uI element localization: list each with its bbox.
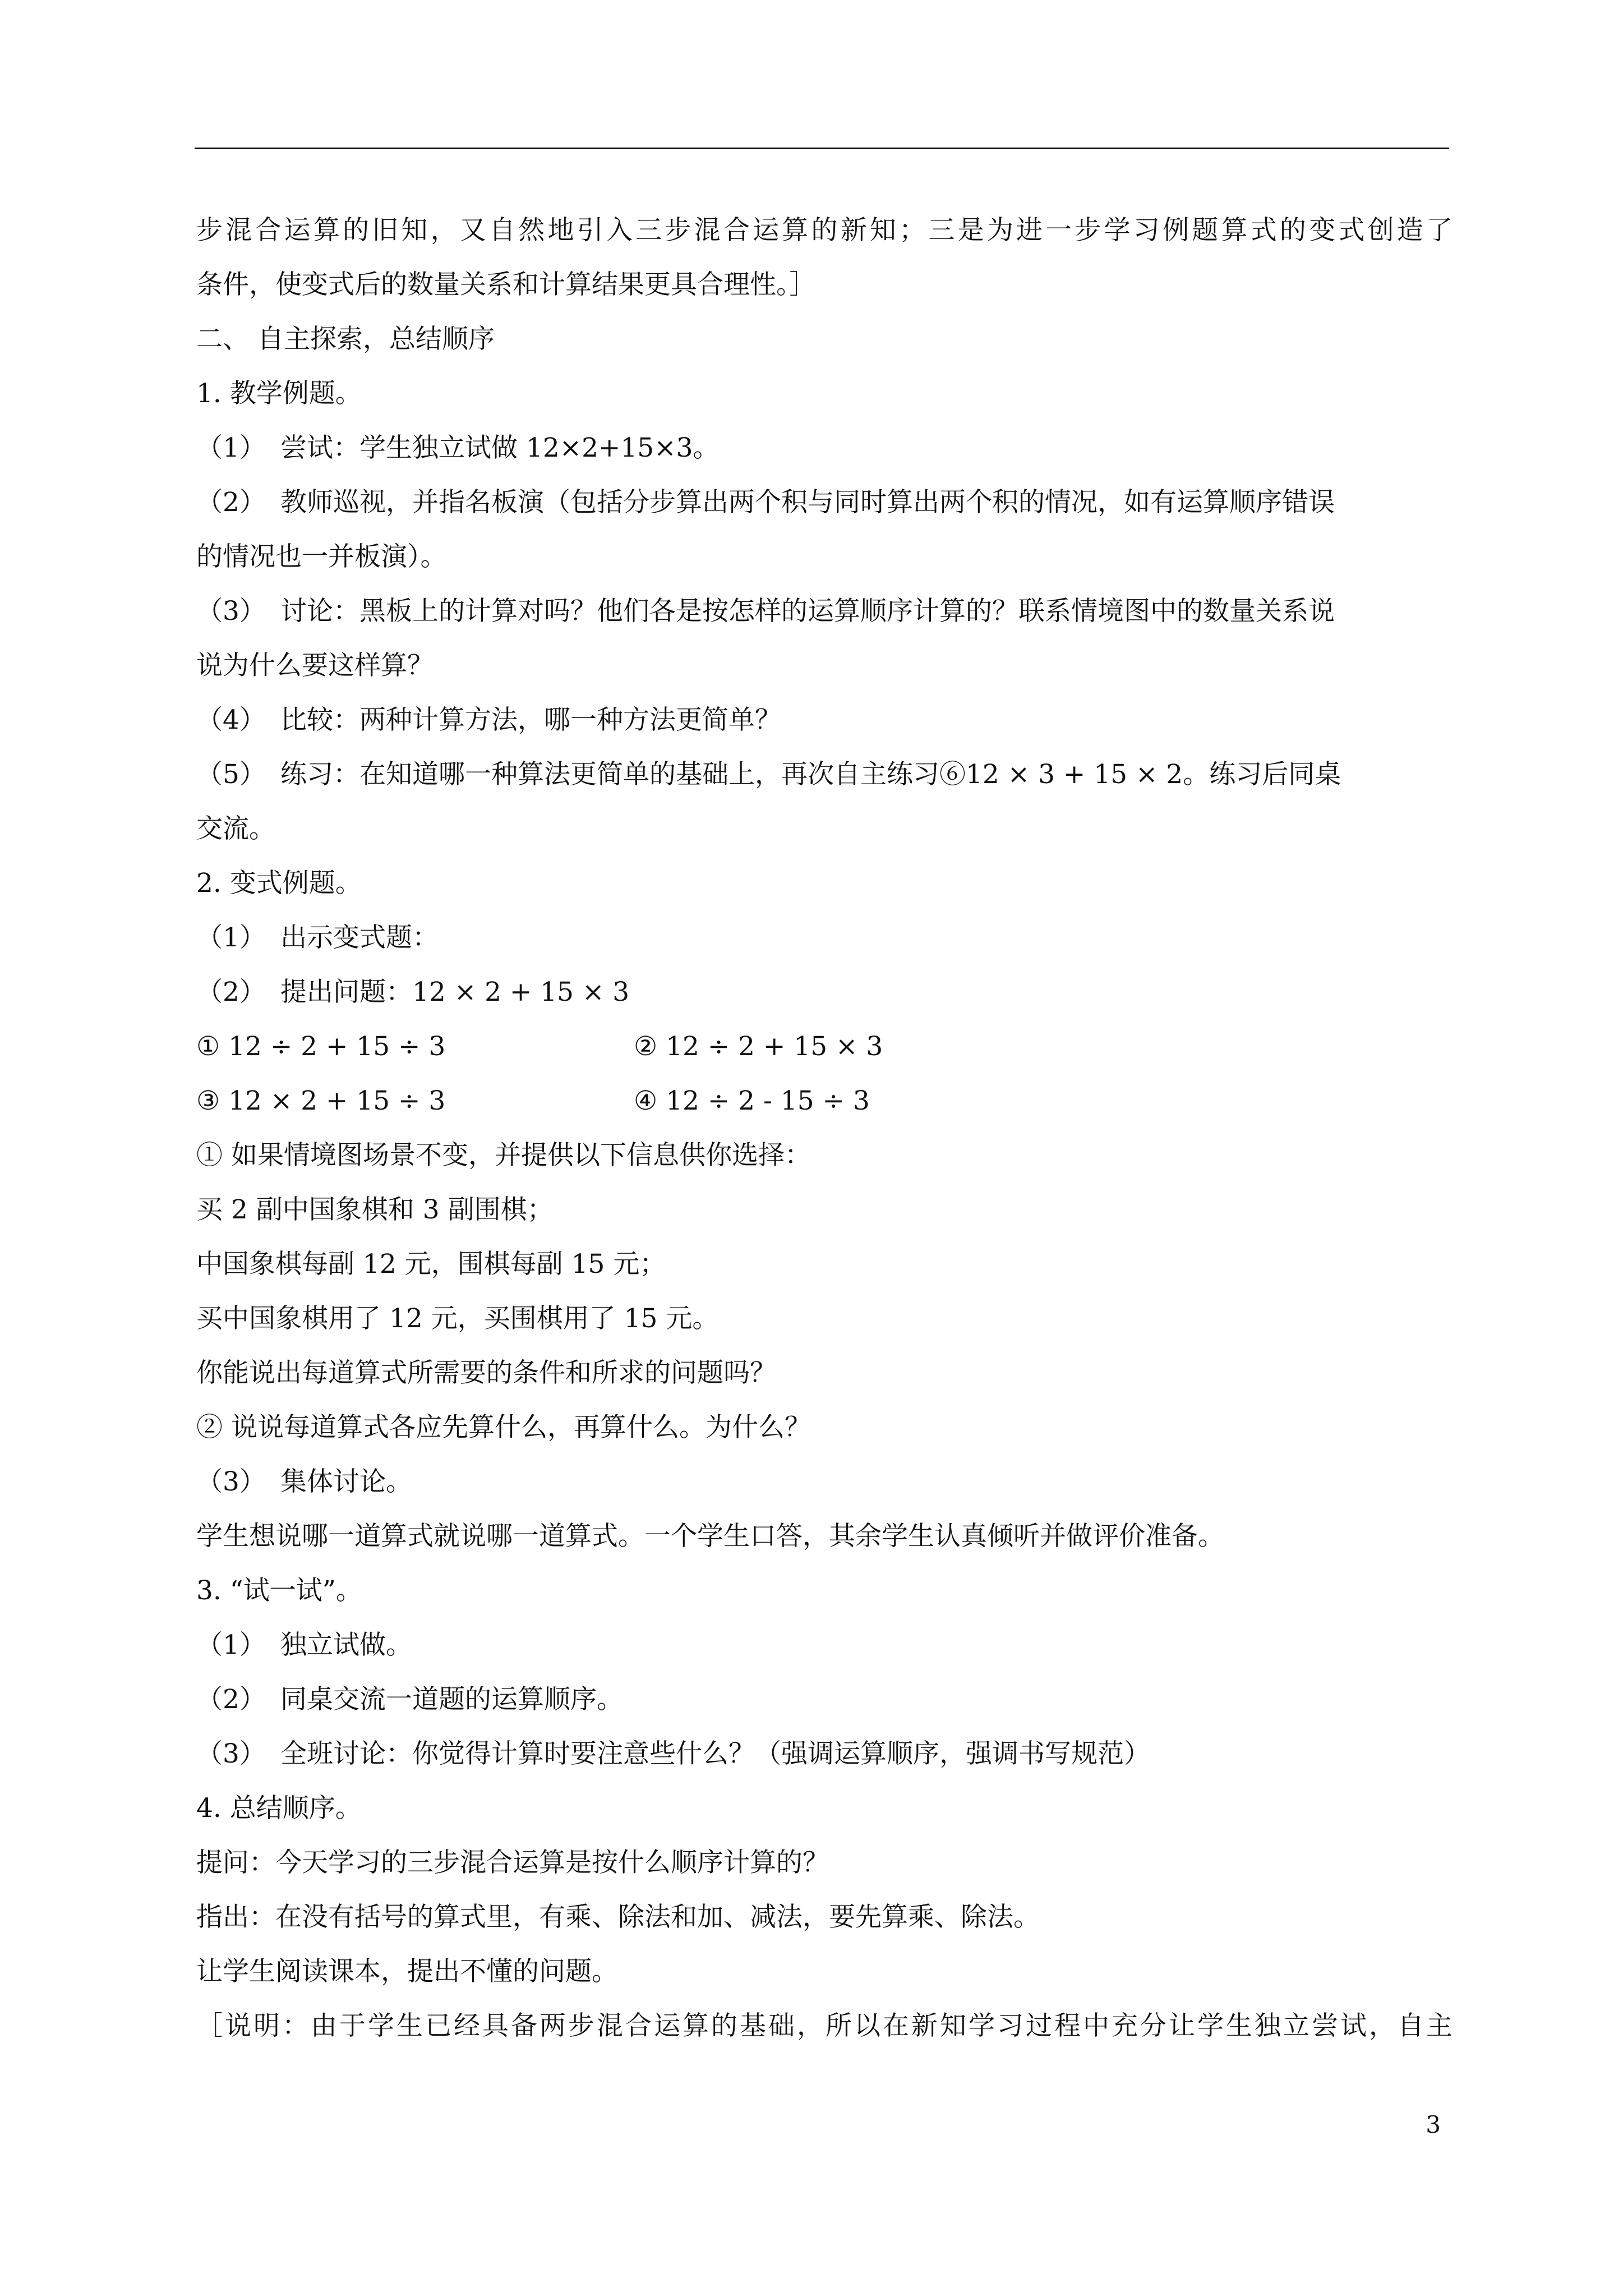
numbered-item (196, 965, 1453, 1019)
numbered-item (196, 475, 1453, 530)
item-number: （2） (196, 1684, 266, 1715)
item-number: （1） (196, 432, 266, 463)
numbered-item (196, 747, 1453, 802)
text-line: ［说明：由于学生已经具备两步混合运算的基础，所以在新知学习过程中充分让学生独立尝试，自主 (196, 2010, 1453, 2041)
text-line: 步混合运算的旧知，又自然地引入三步混合运算的新知；三是为进一步学习例题算式的变式创造了 (196, 215, 1453, 246)
text-line: 学生想说哪一道算式就说哪一道算式。一个学生口答，其余学生认真倾听并做评价准备。 (196, 1521, 1224, 1552)
item-number: （3） (196, 1738, 266, 1769)
numbered-item (196, 910, 1453, 965)
item-text: 提出问题：12 × 2 + 15 × 3 (280, 977, 630, 1007)
item-text: 尝试：学生独立试做 12×2+15×3。 (280, 432, 720, 463)
text-line: 的情况也一并板演）。 (196, 541, 447, 572)
text-line: 条件，使变式后的数量关系和计算结果更具合理性。］ (196, 269, 816, 300)
equation-left: ① 12 ÷ 2 + 15 ÷ 3 (196, 1031, 446, 1062)
item-text: 集体讨论。 (280, 1466, 412, 1497)
subsection-heading: 3. “试一试”。 (196, 1575, 362, 1606)
equation-right: ④ 12 ÷ 2 - 15 ÷ 3 (634, 1085, 870, 1116)
text-line: 指出：在没有括号的算式里，有乘、除法和加、减法，要先算乘、除法。 (196, 1902, 1040, 1932)
text-line: 买 2 副中国象棋和 3 副围棋； (196, 1194, 554, 1225)
text-line: ② 说说每道算式各应先算什么，再算什么。为什么？ (196, 1412, 811, 1443)
item-number: （5） (196, 759, 266, 790)
text-line: 中国象棋每副 12 元，围棋每副 15 元； (196, 1249, 666, 1280)
item-text: 独立试做。 (280, 1630, 412, 1660)
item-number: （3） (196, 1466, 266, 1497)
equation-left: ③ 12 × 2 + 15 ÷ 3 (196, 1085, 446, 1116)
document-body (196, 203, 1453, 2053)
numbered-item (196, 584, 1453, 638)
item-number: （3） (196, 596, 266, 627)
item-text: 讨论：黑板上的计算对吗？他们各是按怎样的运算顺序计算的？联系情境图中的数量关系说 (280, 596, 1335, 627)
section-heading: 二、 自主探索，总结顺序 (196, 324, 495, 355)
item-number: （4） (196, 705, 266, 735)
text-line: 提问：今天学习的三步混合运算是按什么顺序计算的？ (196, 1847, 829, 1878)
text-line: 说为什么要这样算？ (196, 650, 434, 681)
page-number: 3 (1426, 2111, 1441, 2138)
text-line: 让学生阅读课本，提出不懂的问题。 (196, 1956, 618, 1987)
item-number: （1） (196, 1630, 266, 1660)
numbered-item (196, 1618, 1453, 1672)
equation-row (196, 1019, 1453, 1074)
numbered-item (196, 1727, 1453, 1781)
item-text: 教师巡视，并指名板演（包括分步算出两个积与同时算出两个积的情况，如有运算顺序错误 (280, 487, 1335, 518)
text-line: ① 如果情境图场景不变，并提供以下信息供你选择： (196, 1140, 811, 1171)
text-line: 你能说出每道算式所需要的条件和所求的问题吗？ (196, 1358, 776, 1388)
item-text: 比较：两种计算方法，哪一种方法更简单？ (280, 705, 781, 735)
subsection-heading: 1. 教学例题。 (196, 378, 362, 409)
header-rule (195, 148, 1449, 149)
item-text: 同桌交流一道题的运算顺序。 (280, 1684, 623, 1715)
numbered-item (196, 1672, 1453, 1727)
item-number: （1） (196, 922, 266, 953)
equation-row (196, 1074, 1453, 1128)
subsection-heading: 4. 总结顺序。 (196, 1793, 362, 1824)
subsection-heading: 2. 变式例题。 (196, 868, 362, 899)
numbered-item (196, 421, 1453, 475)
item-text: 练习：在知道哪一种算法更简单的基础上，再次自主练习⑥12 × 3 + 15 × 2。练习后同桌 (280, 759, 1341, 790)
numbered-item (196, 1455, 1453, 1509)
item-text: 全班讨论：你觉得计算时要注意些什么？（强调运算顺序，强调书写规范） (280, 1738, 1150, 1769)
item-number: （2） (196, 977, 266, 1007)
item-number: （2） (196, 487, 266, 518)
equation-right: ② 12 ÷ 2 + 15 × 3 (634, 1031, 883, 1062)
numbered-item (196, 693, 1453, 747)
text-line: 交流。 (196, 813, 275, 844)
text-line: 买中国象棋用了 12 元，买围棋用了 15 元。 (196, 1303, 719, 1334)
item-text: 出示变式题： (280, 922, 439, 953)
